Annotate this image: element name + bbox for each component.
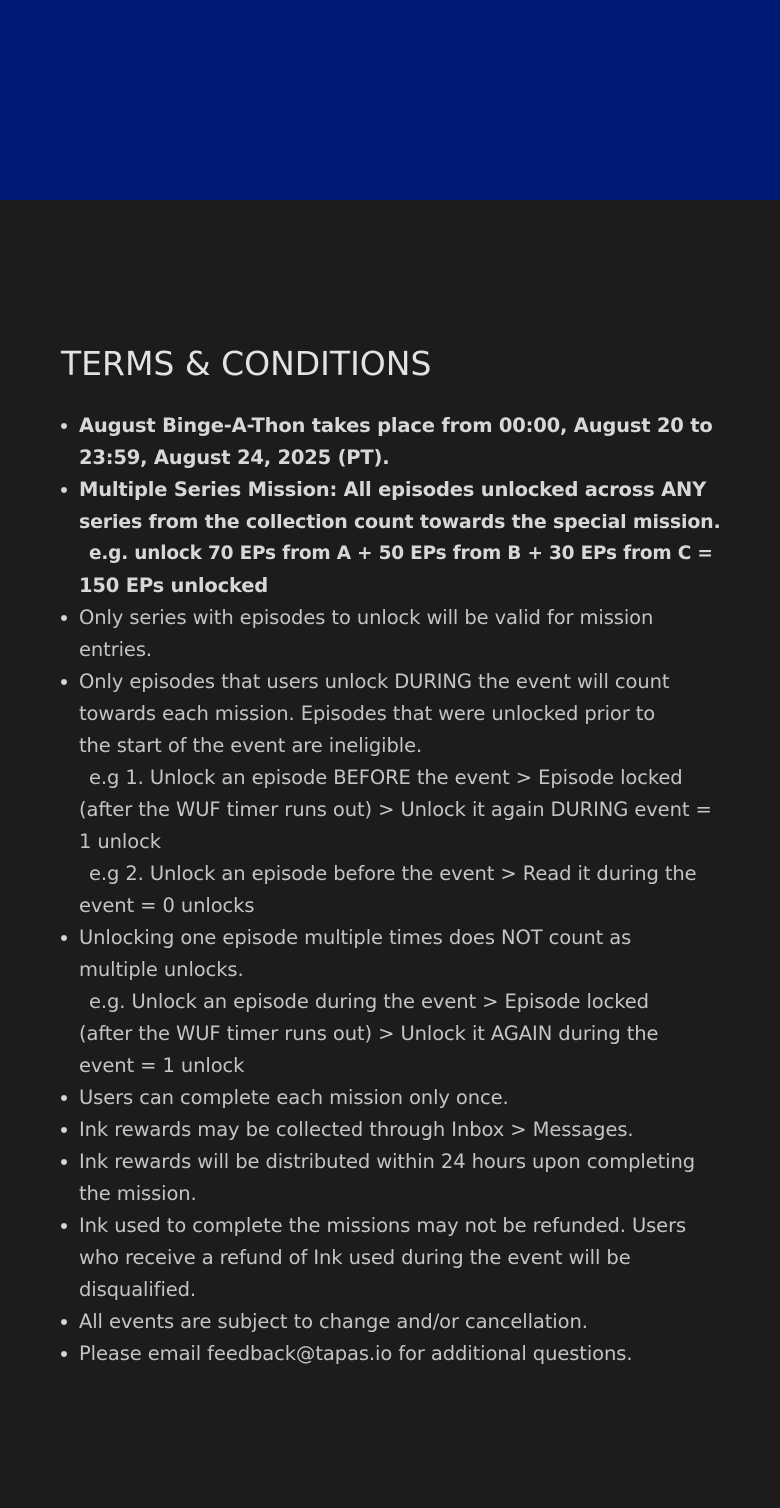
term-example-line: e.g 2. Unlock an episode before the event > Read it during the <box>89 862 697 885</box>
term-line: entries. <box>79 638 152 661</box>
term-example-line: e.g 1. Unlock an episode BEFORE the event > Episode locked <box>89 766 683 789</box>
term-line: Unlocking one episode multiple times does NOT count as <box>79 926 632 949</box>
term-line: who receive a refund of Ink used during the event will be <box>79 1246 631 1269</box>
term-line: event = 1 unlock <box>79 1054 245 1077</box>
term-item-unlock-during-event <box>61 666 718 922</box>
term-item-subject-to-change <box>61 1306 718 1338</box>
term-line: (after the WUF timer runs out) > Unlock it again DURING event = <box>79 798 712 821</box>
term-line: Ink rewards may be collected through Inbox > Messages. <box>79 1118 634 1141</box>
term-item-multiple-series <box>61 474 721 602</box>
term-line: Please email feedback@tapas.io for additional questions. <box>79 1342 633 1365</box>
term-line: 150 EPs unlocked <box>79 574 268 597</box>
term-item-contact-email <box>61 1338 718 1370</box>
term-item-ink-distribution <box>61 1146 718 1210</box>
term-line: Only episodes that users unlock DURING the event will count <box>79 670 670 693</box>
term-line: Multiple Series Mission: All episodes unlocked across ANY <box>79 478 707 501</box>
term-item-multiple-unlocks <box>61 922 718 1082</box>
term-line: towards each mission. Episodes that were unlocked prior to <box>79 702 656 725</box>
terms-title: TERMS & CONDITIONS <box>61 344 432 383</box>
term-line: event = 0 unlocks <box>79 894 255 917</box>
top-banner <box>0 0 780 200</box>
term-line: Ink rewards will be distributed within 24 hours upon completing <box>79 1150 696 1173</box>
term-line: 1 unlock <box>79 830 161 853</box>
term-line: the start of the event are ineligible. <box>79 734 423 757</box>
terms-list <box>61 410 721 1370</box>
term-example-line: e.g. Unlock an episode during the event > Episode locked <box>89 990 649 1013</box>
term-line: 23:59, August 24, 2025 (PT). <box>79 446 390 469</box>
term-line: Ink used to complete the missions may not be refunded. Users <box>79 1214 687 1237</box>
term-item-ink-collection <box>61 1114 718 1146</box>
term-item-complete-once <box>61 1082 718 1114</box>
term-line: disqualified. <box>79 1278 197 1301</box>
term-item-valid-series <box>61 602 718 666</box>
term-line: series from the collection count towards the special mission. <box>79 511 721 533</box>
term-line: multiple unlocks. <box>79 958 244 981</box>
term-line: (after the WUF timer runs out) > Unlock it AGAIN during the <box>79 1022 659 1045</box>
term-line: Users can complete each mission only once. <box>79 1086 509 1109</box>
term-example-line: e.g. unlock 70 EPs from A + 50 EPs from B + 30 EPs from C = <box>89 543 713 564</box>
term-line: the mission. <box>79 1182 197 1205</box>
term-item-event-dates <box>61 410 718 474</box>
terms-section <box>0 200 780 1370</box>
term-line: Only series with episodes to unlock will be valid for mission <box>79 606 654 629</box>
term-item-ink-refund <box>61 1210 718 1306</box>
term-line: August Binge-A-Thon takes place from 00:00, August 20 to <box>79 414 713 437</box>
term-line: All events are subject to change and/or cancellation. <box>79 1310 588 1333</box>
